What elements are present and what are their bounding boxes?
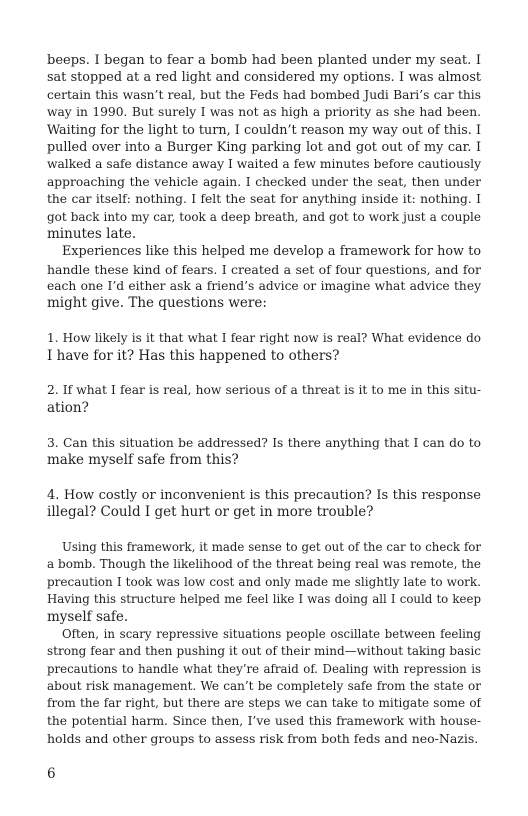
body-text-line: pulled over into a Burger King parking lot and got out of my car. I bbox=[47, 139, 481, 155]
blank-line bbox=[47, 469, 481, 486]
body-text-line: Having this structure helped me feel like I was doing all I could to keep bbox=[47, 592, 481, 607]
body-text-line: got back into my car, took a deep breath, and got to work just a couple bbox=[47, 209, 481, 224]
body-text-line: a bomb. Though the likelihood of the threat being real was remote, the bbox=[47, 557, 481, 572]
body-text-line: illegal? Could I get hurt or get in more trouble? bbox=[47, 504, 374, 521]
body-text-line: Waiting for the light to turn, I couldn’t reason my way out of this. I bbox=[47, 122, 481, 138]
body-text-line: the potential harm. Since then, I’ve used this framework with house- bbox=[47, 713, 481, 728]
body-text-line: beeps. I began to fear a bomb had been planted under my seat. I bbox=[47, 53, 481, 68]
body-text-line: 1. How likely is it that what I fear right now is real? What evidence do bbox=[47, 331, 481, 346]
body-text-line: handle these kind of fears. I created a set of four questions, and for bbox=[47, 261, 481, 277]
body-text-line: precautions to handle what they’re afraid of. Dealing with repression is bbox=[47, 661, 481, 676]
body-text-line: Often, in scary repressive situations people oscillate between feeling bbox=[62, 626, 481, 641]
blank-line bbox=[47, 522, 481, 539]
body-text-line: walked a safe distance away I waited a few minutes before cautiously bbox=[47, 157, 481, 172]
blank-line bbox=[47, 365, 481, 382]
body-text-line: 2. If what I fear is real, how serious of a threat is it to me in this situ- bbox=[47, 383, 481, 398]
body-text-line: myself safe. bbox=[47, 608, 129, 625]
body-text-line: precaution I took was low cost and only made me slightly late to work. bbox=[47, 574, 481, 589]
body-text-line: way in 1990. But surely I was not as high a priority as she had been. bbox=[47, 105, 481, 120]
body-text-line: minutes late. bbox=[47, 225, 137, 242]
body-text-line: ation? bbox=[47, 399, 89, 416]
body-text-line: approaching the vehicle again. I checked under the seat, then under bbox=[47, 174, 481, 189]
body-text-line: might give. The questions were: bbox=[47, 295, 267, 312]
body-text-line: the car itself: nothing. I felt the seat for anything inside it: nothing. I bbox=[47, 192, 481, 207]
body-text-line: sat stopped at a red light and considered my options. I was almost bbox=[47, 70, 481, 86]
body-text-line: strong fear and then pushing it out of their mind—without taking basic bbox=[47, 644, 481, 659]
body-text-line: Experiences like this helped me develop a framework for how to bbox=[62, 244, 481, 260]
body-text-line: 4. How costly or inconvenient is this precaution? Is this response bbox=[47, 487, 481, 503]
body-text-line: Using this framework, it made sense to get out of the car to check for bbox=[62, 539, 481, 554]
body-text-line: holds and other groups to assess risk from both feds and neo-Nazis. bbox=[47, 731, 479, 747]
body-text-line: I have for it? Has this happened to others? bbox=[47, 347, 340, 364]
blank-line bbox=[47, 417, 481, 434]
body-text-line: about risk management. We can’t be completely safe from the state or bbox=[47, 679, 481, 694]
page-body bbox=[47, 52, 481, 748]
body-text-line: each one I’d either ask a friend’s advice or imagine what advice they bbox=[47, 279, 481, 294]
body-text-line: from the far right, but there are steps we can take to mitigate some of bbox=[47, 696, 481, 711]
blank-line bbox=[47, 313, 481, 330]
body-text-line: 3. Can this situation be addressed? Is there anything that I can do to bbox=[47, 435, 481, 450]
body-text-line: certain this wasn’t real, but the Feds had bombed Judi Bari’s car this bbox=[47, 87, 481, 102]
body-text-line: make myself safe from this? bbox=[47, 451, 239, 468]
page-number: 6 bbox=[47, 766, 56, 782]
